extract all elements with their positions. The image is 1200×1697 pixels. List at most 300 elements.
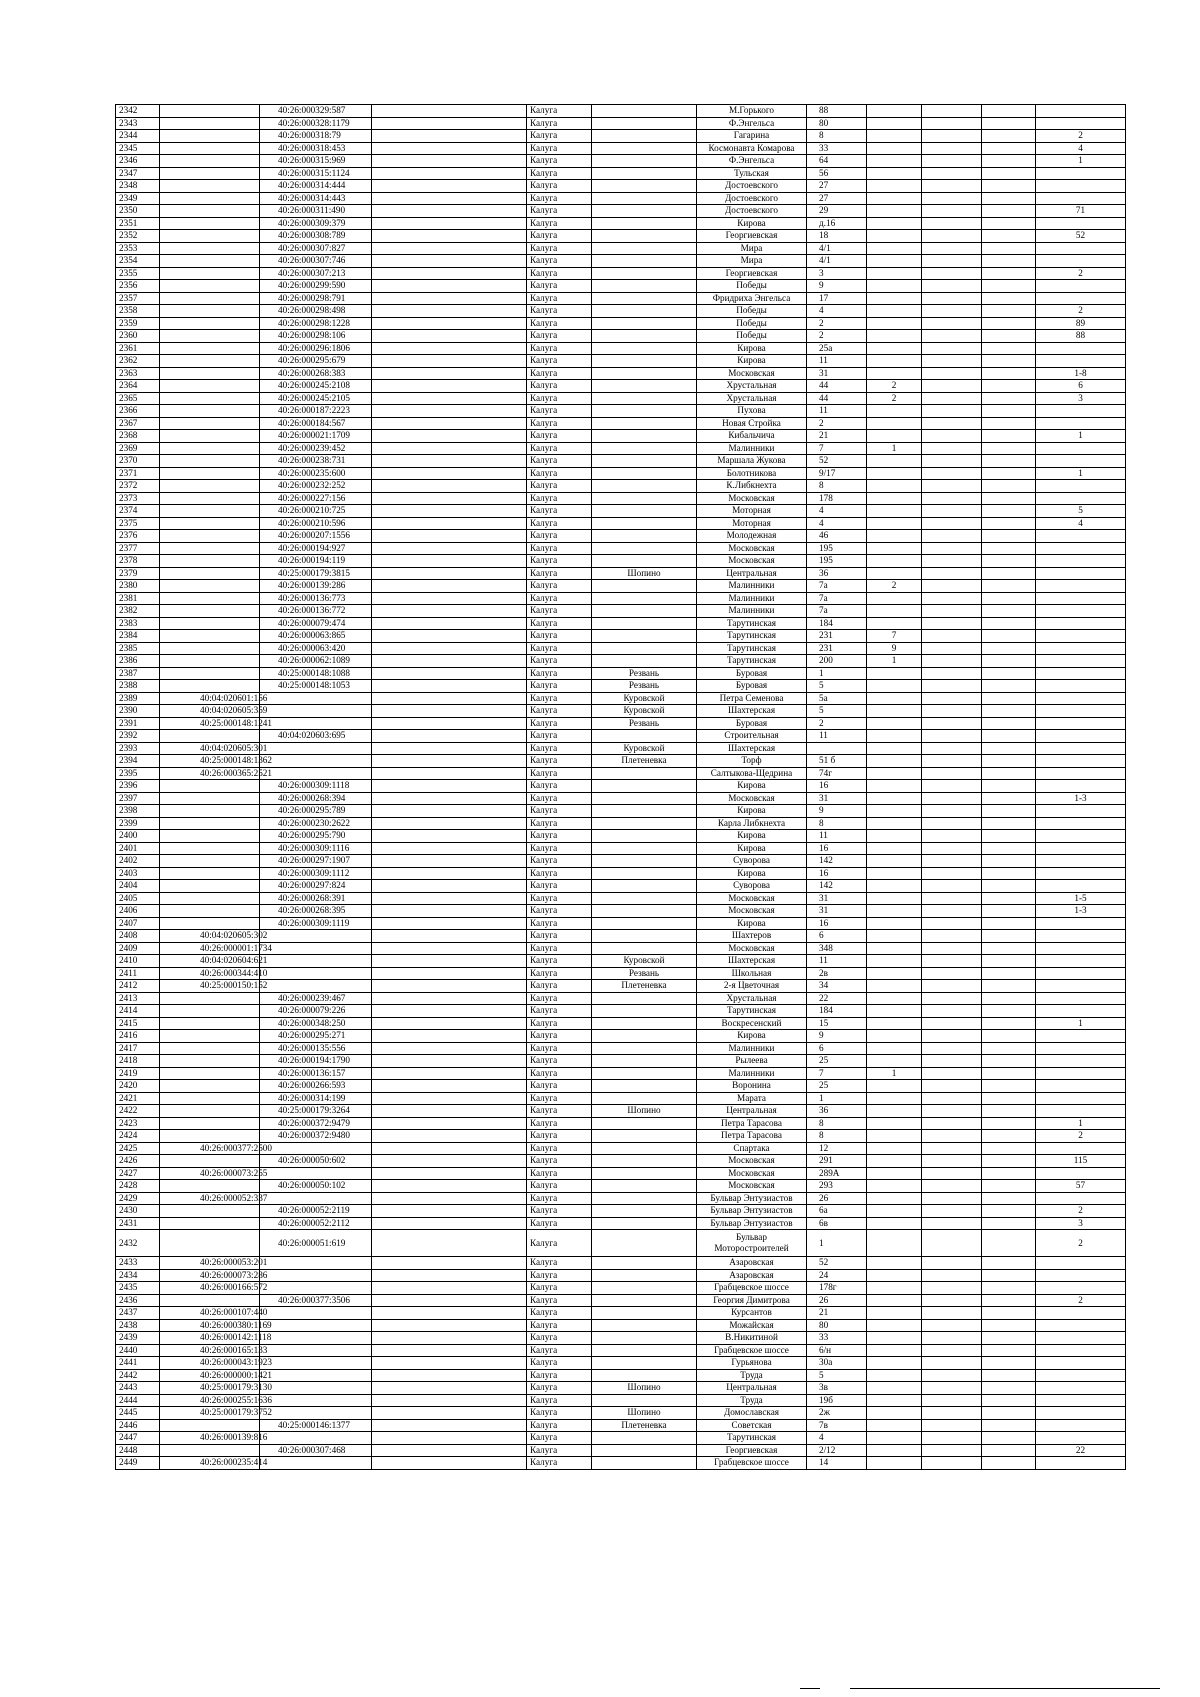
table-cell [592,580,697,593]
table-cell [160,1092,260,1105]
table-cell: 1-3 [1036,792,1126,805]
table-cell: Шопино [592,1105,697,1118]
table-cell [1036,1432,1126,1445]
table-cell [982,1192,1036,1205]
table-cell: 2380 [116,580,160,593]
table-cell [160,455,260,468]
table-cell [922,1407,982,1420]
table-cell [922,1180,982,1193]
table-cell: Калуга [527,542,592,555]
table-cell: 40:26:000063:865 [260,630,372,643]
table-row [116,1017,1126,1030]
table-cell [1036,1282,1126,1295]
table-cell [922,1130,982,1143]
table-cell: 40:26:000314:443 [260,192,372,205]
table-cell: 2435 [116,1282,160,1295]
table-cell: 11 [807,730,867,743]
table-cell [592,1394,697,1407]
table-cell: Калуга [527,180,592,193]
table-cell: Калуга [527,780,592,793]
table-cell [160,655,260,668]
table-cell: 2365 [116,392,160,405]
table-row [116,717,1126,730]
table-cell [1036,755,1126,768]
table-cell [592,142,697,155]
table-cell [982,405,1036,418]
table-cell [160,255,260,268]
table-cell [372,755,527,768]
table-cell [592,255,697,268]
table-cell [160,1294,260,1307]
table-row [116,755,1126,768]
table-cell [982,1205,1036,1218]
table-cell [160,1444,260,1457]
table-cell: 2409 [116,942,160,955]
table-cell [867,1432,922,1445]
table-cell [982,580,1036,593]
table-cell [1036,255,1126,268]
table-cell [982,1419,1036,1432]
table-cell [867,255,922,268]
table-cell: 293 [807,1180,867,1193]
table-row [116,342,1126,355]
table-cell [867,1357,922,1370]
table-cell: Калуга [527,517,592,530]
table-cell [372,217,527,230]
table-cell [372,180,527,193]
table-cell [922,805,982,818]
table-cell [867,517,922,530]
table-cell: Труда [697,1369,807,1382]
table-row [116,1444,1126,1457]
table-cell: 2368 [116,430,160,443]
table-cell [982,655,1036,668]
table-cell: 40:26:000063:420 [260,642,372,655]
table-row [116,1180,1126,1193]
table-cell: 2390 [116,705,160,718]
table-cell: Калуга [527,392,592,405]
table-cell [982,980,1036,993]
table-cell: Кирова [697,780,807,793]
table-cell: 80 [807,117,867,130]
table-cell [867,1055,922,1068]
table-row [116,667,1126,680]
page-edge-mark [850,1688,1160,1689]
table-cell: 2347 [116,167,160,180]
table-cell [922,630,982,643]
table-cell: 40:26:000309:1112 [260,867,372,880]
table-cell [1036,630,1126,643]
table-cell: 40:26:000309:1119 [260,917,372,930]
table-cell: 40:26:000307:468 [260,1444,372,1457]
table-cell: Калуга [527,117,592,130]
table-cell [372,380,527,393]
table-cell [592,767,697,780]
table-cell [867,730,922,743]
table-cell: Калуга [527,305,592,318]
table-cell: 184 [807,617,867,630]
table-cell [922,1257,982,1270]
table-cell: 2392 [116,730,160,743]
table-cell [372,1080,527,1093]
table-cell [1036,955,1126,968]
table-cell [372,1142,527,1155]
table-cell: 2440 [116,1344,160,1357]
table-cell: 40:26:000139:286 [260,580,372,593]
table-cell: 2401 [116,842,160,855]
table-cell: 2424 [116,1130,160,1143]
table-cell: 2408 [116,930,160,943]
table-cell [867,1294,922,1307]
table-cell [982,805,1036,818]
table-cell: Резвань [592,967,697,980]
table-cell: 56 [807,167,867,180]
table-cell [867,605,922,618]
table-cell [982,467,1036,480]
table-cell: 40:04:020605:302 [160,930,260,943]
table-cell [982,117,1036,130]
table-cell: Калуга [527,492,592,505]
table-cell [372,842,527,855]
table-cell: 40:26:000245:2105 [260,392,372,405]
table-cell [372,242,527,255]
table-cell: Плетеневка [592,755,697,768]
table-cell [982,717,1036,730]
table-cell [160,780,260,793]
table-cell [867,192,922,205]
table-cell [160,880,260,893]
table-cell: Строительная [697,730,807,743]
table-cell [922,942,982,955]
table-cell: Калуга [527,317,592,330]
table-cell: 2447 [116,1432,160,1445]
table-cell: 52 [807,455,867,468]
table-cell [592,467,697,480]
table-cell [592,1319,697,1332]
table-cell: 40:26:000377:2500 [160,1142,260,1155]
table-cell [1036,580,1126,593]
table-cell [160,155,260,168]
table-cell [982,155,1036,168]
table-cell [260,705,372,718]
table-cell [982,1444,1036,1457]
table-cell: Калуга [527,1294,592,1307]
table-cell [372,955,527,968]
table-cell [372,530,527,543]
table-cell [922,517,982,530]
table-cell [160,630,260,643]
table-cell [160,1080,260,1093]
table-row [116,1357,1126,1370]
table-cell: 2386 [116,655,160,668]
table-cell [867,1394,922,1407]
table-cell [1036,642,1126,655]
table-cell [372,1432,527,1445]
table-cell [922,605,982,618]
table-cell [922,480,982,493]
table-cell [160,530,260,543]
table-cell [592,1282,697,1295]
table-cell: 2379 [116,567,160,580]
table-cell [982,242,1036,255]
table-cell [867,205,922,218]
table-cell [592,1067,697,1080]
table-row [116,217,1126,230]
table-cell [922,1382,982,1395]
table-cell [1036,980,1126,993]
table-cell [260,1142,372,1155]
table-cell: Калуга [527,1407,592,1420]
table-cell: 40:26:000207:1556 [260,530,372,543]
table-cell: 1 [1036,430,1126,443]
table-cell [982,217,1036,230]
table-cell: Калуга [527,980,592,993]
table-cell: 7а [807,580,867,593]
table-cell: 17 [807,292,867,305]
table-cell [372,467,527,480]
table-row [116,130,1126,143]
table-cell: Калуга [527,1055,592,1068]
table-cell: Центральная [697,1382,807,1395]
table-cell [867,1030,922,1043]
table-cell: 40:26:000235:600 [260,467,372,480]
table-cell: 2399 [116,817,160,830]
table-cell: Бульвар Моторостроителей [697,1230,807,1257]
table-cell: 51 б [807,755,867,768]
table-cell: 40:26:000194:927 [260,542,372,555]
table-row [116,305,1126,318]
table-row [116,1294,1126,1307]
table-cell [1036,1394,1126,1407]
table-cell [867,667,922,680]
table-cell [867,117,922,130]
table-cell [867,467,922,480]
table-cell [592,367,697,380]
table-cell [867,705,922,718]
table-cell [922,380,982,393]
table-cell: 40:26:000050:102 [260,1180,372,1193]
table-cell: 2351 [116,217,160,230]
table-cell: Куровской [592,705,697,718]
table-cell [372,1419,527,1432]
table-cell: Калуга [527,642,592,655]
table-cell: Салтыкова-Щедрина [697,767,807,780]
table-cell: 40:25:000148:1053 [260,680,372,693]
table-cell: 22 [807,992,867,1005]
table-cell [982,1005,1036,1018]
table-cell [1036,1080,1126,1093]
table-cell: Гурьянова [697,1357,807,1370]
table-cell [922,1205,982,1218]
table-cell [867,155,922,168]
table-cell [160,992,260,1005]
table-cell: 2378 [116,555,160,568]
table-cell: Грабцевское шоссе [697,1457,807,1470]
table-cell: Калуга [527,1130,592,1143]
table-cell [982,1030,1036,1043]
table-cell: Куровской [592,692,697,705]
table-cell: Шахтеров [697,930,807,943]
table-cell [260,767,372,780]
table-cell: 40:26:000307:213 [260,267,372,280]
table-cell: 40:26:000050:602 [260,1155,372,1168]
table-cell: Калуга [527,680,592,693]
table-cell [160,730,260,743]
table-cell [372,730,527,743]
table-cell: 52 [807,1257,867,1270]
table-cell [867,680,922,693]
table-cell [922,967,982,980]
table-cell: Калуга [527,592,592,605]
table-cell: 2427 [116,1167,160,1180]
table-cell [922,980,982,993]
table-cell: 16 [807,780,867,793]
table-cell [160,380,260,393]
table-cell [592,792,697,805]
table-cell [867,555,922,568]
table-cell: Суворова [697,880,807,893]
table-cell: 40:25:000179:3815 [260,567,372,580]
table-cell: 52 [1036,230,1126,243]
table-cell [922,917,982,930]
table-cell: 40:26:000166:572 [160,1282,260,1295]
table-cell [592,230,697,243]
table-cell: Калуга [527,1142,592,1155]
table-cell: 2 [807,317,867,330]
table-cell [982,817,1036,830]
table-cell [160,1217,260,1230]
table-cell: 3 [1036,392,1126,405]
table-cell [982,792,1036,805]
table-cell [922,367,982,380]
table-cell: 40:25:000179:3130 [160,1382,260,1395]
table-cell [372,542,527,555]
table-cell: 2350 [116,205,160,218]
table-cell: 2417 [116,1042,160,1055]
table-cell: 5 [807,1369,867,1382]
table-cell: Гагарина [697,130,807,143]
table-cell [592,917,697,930]
table-cell: 40:26:000295:271 [260,1030,372,1043]
table-cell: Московская [697,367,807,380]
table-cell: Калуга [527,1180,592,1193]
table-cell [372,792,527,805]
table-cell: 7 [867,630,922,643]
table-cell: Калуга [527,1205,592,1218]
table-cell [372,942,527,955]
table-cell: 8 [807,480,867,493]
table-cell [372,980,527,993]
table-cell [982,667,1036,680]
table-cell: 27 [807,192,867,205]
table-cell [867,1005,922,1018]
table-cell [867,217,922,230]
table-cell [592,405,697,418]
table-cell [372,1332,527,1345]
table-cell: 2406 [116,905,160,918]
table-cell [1036,1344,1126,1357]
table-cell [372,155,527,168]
table-cell [260,955,372,968]
table-cell [922,767,982,780]
table-cell [1036,842,1126,855]
table-row [116,1105,1126,1118]
table-cell: 40:25:000148:1362 [160,755,260,768]
table-cell [160,1205,260,1218]
table-cell: 36 [807,567,867,580]
table-cell [867,355,922,368]
table-cell: Калуга [527,530,592,543]
table-cell [160,1117,260,1130]
table-cell [867,505,922,518]
table-cell [1036,855,1126,868]
table-cell [372,717,527,730]
table-cell: 40:26:000309:1118 [260,780,372,793]
table-cell: 40:26:000299:590 [260,280,372,293]
table-cell [160,467,260,480]
table-cell [592,167,697,180]
table-row [116,517,1126,530]
table-cell [160,230,260,243]
table-cell [867,692,922,705]
table-cell: 40:26:000136:772 [260,605,372,618]
table-cell: 7 [807,1067,867,1080]
table-cell: 40:26:000297:824 [260,880,372,893]
table-cell [922,492,982,505]
table-cell: 2 [807,717,867,730]
table-cell [1036,1142,1126,1155]
table-cell [372,767,527,780]
table-cell: 44 [807,380,867,393]
table-cell: 25 [807,1055,867,1068]
table-cell [372,330,527,343]
table-cell [160,280,260,293]
table-cell [982,680,1036,693]
table-cell [982,367,1036,380]
table-cell [867,980,922,993]
table-cell: 1-3 [1036,905,1126,918]
table-cell: Грабцевское шоссе [697,1344,807,1357]
table-cell [922,1030,982,1043]
table-cell: Калуга [527,1192,592,1205]
table-cell: 40:26:000365:2521 [160,767,260,780]
table-cell [260,1344,372,1357]
table-cell: Ф.Энгельса [697,155,807,168]
table-cell [592,442,697,455]
table-cell: 1 [867,442,922,455]
table-cell: Домославская [697,1407,807,1420]
table-cell [1036,1457,1126,1470]
table-cell: Грабцевское шоссе [697,1282,807,1295]
table-cell: Воскресенский [697,1017,807,1030]
table-cell [922,792,982,805]
table-cell [867,367,922,380]
table-cell [867,780,922,793]
table-cell [922,280,982,293]
table-cell [372,230,527,243]
table-cell [372,630,527,643]
table-cell: 40:25:000146:1377 [260,1419,372,1432]
table-cell: Куровской [592,742,697,755]
table-cell: 2387 [116,667,160,680]
table-cell [867,1332,922,1345]
document-sheet [115,104,1125,1470]
table-cell: 40:04:020605:301 [160,742,260,755]
table-cell: 40:25:000148:1241 [160,717,260,730]
table-row [116,505,1126,518]
table-cell: Буровая [697,667,807,680]
table-cell: 2428 [116,1180,160,1193]
